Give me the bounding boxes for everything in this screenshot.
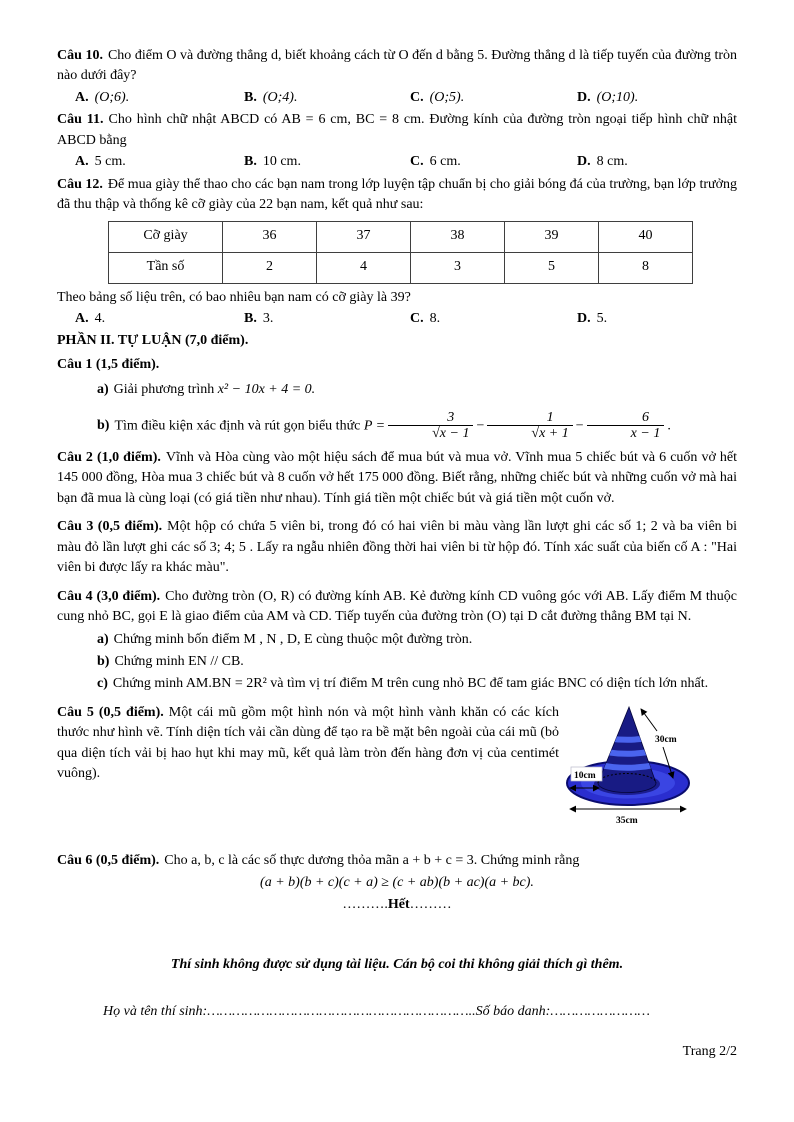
essay-4-label: Câu 4 (3,0 điểm). <box>57 588 161 604</box>
shoe-size-table <box>108 221 693 284</box>
essay-5-label: Câu 5 (0,5 điểm). <box>57 704 164 720</box>
option-a: A. 5 cm. <box>75 154 126 170</box>
table-cell: Cỡ giày <box>109 221 223 252</box>
witch-hat-figure <box>563 699 725 829</box>
option-c: C. 8. <box>410 310 441 326</box>
essay-2-label: Câu 2 (1,0 điểm). <box>57 450 161 466</box>
essay-2 <box>57 448 737 509</box>
table-cell: 2 <box>223 252 317 283</box>
essay-4-item-a: a) Chứng minh bốn điểm M , N , D, E cùng thuộc một đường tròn. <box>97 631 473 647</box>
essay-1-item-a: a) Giải phương trình x² − 10x + 4 = 0. <box>97 382 316 398</box>
exam-rules-note: Thí sinh không được sử dụng tài liệu. Cán bộ coi thi không giải thích gì thêm. <box>170 957 624 973</box>
question-12-options <box>57 309 737 329</box>
question-11-text: Cho hình chữ nhật ABCD có AB = 6 cm, BC = 8 cm. Đường kính của đường tròn ngoại tiếp hình chữ nhật ABCD bằng <box>57 112 737 148</box>
fraction-1: $\frac{3}{√x - 1}$ <box>388 410 473 442</box>
table-cell: 39 <box>505 221 599 252</box>
question-10-label: Câu 10. <box>57 48 103 63</box>
essay-3 <box>57 517 737 578</box>
table-cell: 5 <box>505 252 599 283</box>
option-b: B. (O;4). <box>244 89 298 105</box>
table-cell: Tần số <box>109 252 223 283</box>
option-c: C. (O;5). <box>410 89 465 105</box>
essay-5 <box>57 703 737 837</box>
fraction-3: $\frac{6}{x - 1}$ <box>587 410 665 442</box>
candidate-name-line: Họ và tên thí sinh:………………………………………………………..Số báo danh:…………………… <box>103 1003 650 1019</box>
essay-3-text: Một hộp có chứa 5 viên bi, trong đó có hai viên bi màu vàng lần lượt ghi các số 1; 2 và ba viên bi màu đỏ lần lượt ghi các số 3; 4; 5 . Lấy ra ngẫu nhiên đồng thời hai viên bi từ hộp đó. Tính xác suất của biến cố A : "Hai viên bi được lấy ra khác màu". <box>57 519 738 576</box>
essay-5-text: Một cái mũ gồm một hình nón và một hình vành khăn có các kích thước như hình vẽ. Tính diện tích vải cần dùng để tạo ra bề mặt bên ngoài của cái mũ (bỏ qua diện tích vải bị hao hụt khi may mũ, kết quả làm tròn đến hàng đơn vị của centimét vuông). <box>57 704 559 782</box>
question-10-text: Cho điểm O và đường thẳng d, biết khoảng cách từ O đến d bằng 5. Đường thẳng d là tiếp tuyến của đường tròn nào dưới đây? <box>57 48 737 84</box>
essay-1-label: Câu 1 (1,5 điểm). <box>57 356 160 372</box>
table-row <box>109 252 693 283</box>
table-row <box>109 221 693 252</box>
essay-4-text: Cho đường tròn (O, R) có đường kính AB. Kẻ đường kính CD vuông góc với AB. Lấy điểm M thuộc cung nhỏ BC, gọi E là giao điểm của AM và CD. Tiếp tuyến của đường tròn (O) tại D cắt đường thẳng BM tại N. <box>57 588 737 625</box>
question-12-text: Để mua giày thể thao cho các bạn nam trong lớp luyện tập chuẩn bị cho giải bóng đá của trường, bạn lớp trưởng đã thu thập và thống kê cỡ giày của 22 bạn nam, kết quả như sau: <box>57 176 737 213</box>
slant-height-label: 30cm <box>655 734 677 745</box>
brim-width-label: 10cm <box>574 770 596 781</box>
hat-cone <box>598 707 656 793</box>
essay-4-item-c: c) Chứng minh AM.BN = 2R² và tìm vị trí điểm M trên cung nhỏ BC để tam giác BNC có diện tích lớn nhất. <box>97 676 709 692</box>
table-cell: 3 <box>411 252 505 283</box>
page-number: Trang 2/2 <box>682 1044 737 1060</box>
option-b: B. 10 cm. <box>244 154 301 170</box>
table-cell: 38 <box>411 221 505 252</box>
question-12 <box>57 175 737 216</box>
essay-5-paragraph <box>57 703 559 785</box>
essay-6 <box>57 851 737 871</box>
essay-4-item-b: b) Chứng minh EN // CB. <box>97 653 244 669</box>
question-12-subquestion: Theo bảng số liệu trên, có bao nhiêu bạn nam có cỡ giày là 39? <box>57 289 411 305</box>
question-11 <box>57 110 737 151</box>
table-cell: 36 <box>223 221 317 252</box>
question-10 <box>57 46 737 87</box>
essay-6-formula: (a + b)(b + c)(c + a) ≥ (c + ab)(b + ac)(a + bc). <box>260 875 534 891</box>
table-cell: 8 <box>599 252 693 283</box>
option-d: D. 5. <box>577 310 608 326</box>
essay-3-label: Câu 3 (0,5 điểm). <box>57 519 163 535</box>
part2-heading: PHẦN II. TỰ LUẬN (7,0 điểm). <box>57 333 249 349</box>
option-d: D. (O;10). <box>577 89 639 105</box>
essay-6-label: Câu 6 (0,5 điểm). <box>57 852 160 868</box>
diameter-label: 35cm <box>616 815 638 826</box>
table-cell: 40 <box>599 221 693 252</box>
essay-6-text: Cho a, b, c là các số thực dương thỏa mãn a + b + c = 3. Chứng minh rằng <box>164 852 580 868</box>
option-a: A. (O;6). <box>75 89 130 105</box>
p-equals: P = <box>363 418 386 434</box>
fraction-2: $\frac{1}{√x + 1}$ <box>487 410 572 442</box>
question-10-options <box>57 88 737 108</box>
table-cell: 37 <box>317 221 411 252</box>
option-b: B. 3. <box>244 310 274 326</box>
essay-1-item-b: b) Tìm điều kiện xác định và rút gọn biểu thức P = $\frac{3}{√x - 1}$ − $\frac{1}{√x + 1}$ − $\frac{6}{x - 1}$ . <box>97 409 671 442</box>
question-11-label: Câu 11. <box>57 112 104 128</box>
essay-2-text: Vĩnh và Hòa cùng vào một hiệu sách để mua bút và mua vở. Vĩnh mua 5 chiếc bút và 6 cuốn vở hết 145 000 đồng, Hòa mua 3 chiếc bút và 8 cuốn vở hết 175 000 đồng. Biết rằng, những chiếc bút và những cuốn vở mà hai bạn đã mua là cùng loại (có giá tiền như nhau). Tính giá tiền một chiếc bút và giá tiền một cuốn vở. <box>57 450 737 506</box>
question-11-options <box>57 152 737 172</box>
question-12-label: Câu 12. <box>57 176 103 192</box>
option-d: D. 8 cm. <box>577 154 628 170</box>
option-c: C. 6 cm. <box>410 154 461 170</box>
option-a: A. 4. <box>75 310 106 326</box>
table-cell: 4 <box>317 252 411 283</box>
essay-4 <box>57 587 737 628</box>
het-line: ……….Hết……… <box>342 896 452 912</box>
